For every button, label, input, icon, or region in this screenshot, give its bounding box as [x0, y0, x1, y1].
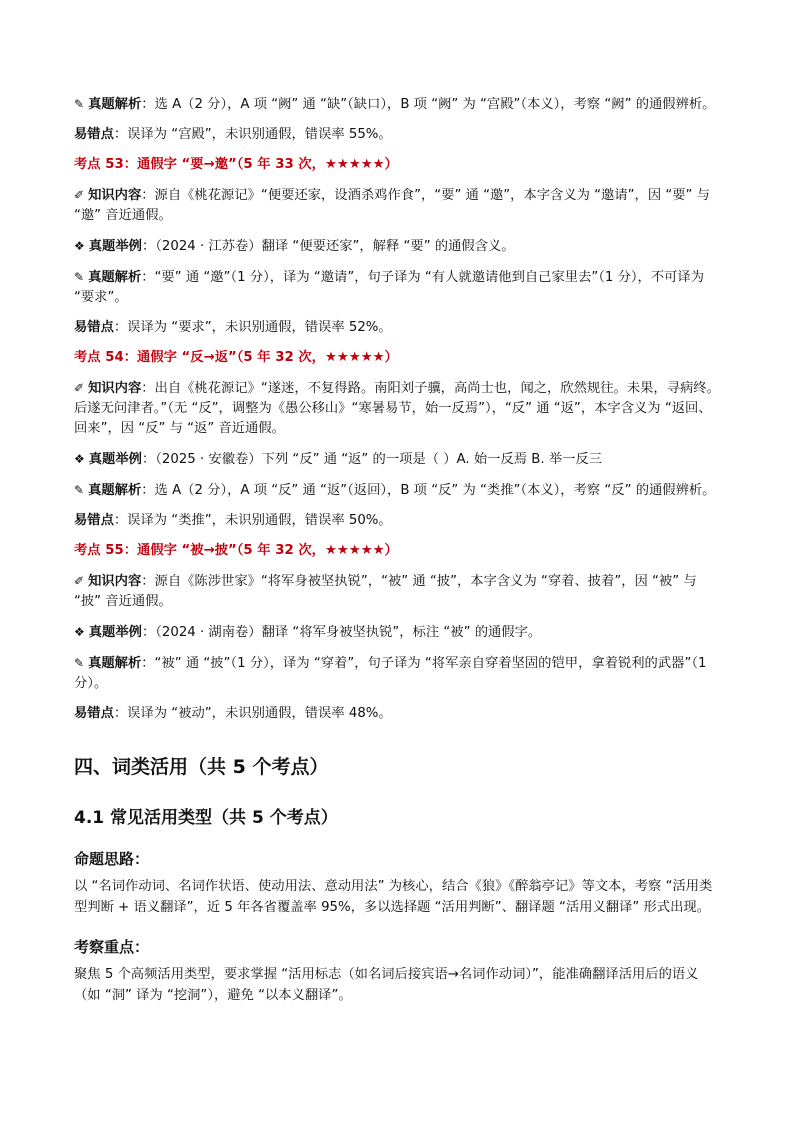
approach-text: 以 “名词作动词、名词作状语、使动用法、意动用法” 为核心，结合《狼》《醉翁亭记》等文本，考察 “活用类型判断 + 语义翻译”，近 5 年各省覆盖率 95%，多以选择题 “活用判断”、翻译题 “活用义翻译” 形式出现。: [74, 879, 713, 915]
topic-blocks: [74, 94, 722, 724]
pen-icon: ✐: [74, 381, 85, 395]
paragraph-label: 真题解析: [88, 270, 142, 285]
diamond-bullet-icon: ❖: [74, 239, 85, 253]
diamond-bullet-icon: ❖: [74, 625, 85, 639]
paragraph: [74, 236, 722, 257]
approach-heading: 命题思路：: [74, 850, 150, 868]
paragraph-label: 易错点: [74, 706, 114, 721]
topic-title: 考点 55：通假字 “被→披”（5 年 32 次，★★★★★）: [74, 543, 398, 558]
paragraph: [74, 571, 722, 612]
paragraph-text: ：（2025 · 安徽卷）下列 “反” 通 “返” 的一项是（ ）A. 始一反焉 B. 举一反三: [141, 452, 603, 467]
pencil-icon: ✎: [74, 483, 85, 497]
pen-icon: ✐: [74, 574, 85, 588]
paragraph-text: ：选 A（2 分），A 项 “反” 通 “返”（返回），B 项 “反” 为 “类推”（本义），考察 “反” 的通假辨析。: [141, 483, 716, 498]
paragraph-label: 易错点: [74, 127, 114, 142]
paragraph: [74, 511, 722, 531]
paragraph-label: 易错点: [74, 320, 114, 335]
paragraph-label: 知识内容: [88, 381, 142, 396]
paragraph-text: ：选 A（2 分），A 项 “阙” 通 “缺”（缺口），B 项 “阙” 为 “宫殿”（本义），考察 “阙” 的通假辨析。: [141, 97, 716, 112]
paragraph-label: 真题解析: [88, 656, 142, 671]
paragraph-label: 易错点: [74, 513, 114, 528]
paragraph-label: 知识内容: [88, 188, 142, 203]
paragraph: [74, 653, 722, 694]
paragraph: [74, 125, 722, 145]
paragraph-label: 真题举例: [88, 239, 142, 254]
paragraph-text: ：（2024 · 湖南卷）翻译 “将军身被坚执锐”，标注 “被” 的通假字。: [141, 625, 542, 640]
paragraph-label: 真题解析: [88, 97, 142, 112]
paragraph-text: ：误译为 “类推”，未识别通假，错误率 50%。: [113, 513, 392, 528]
paragraph: [74, 449, 722, 470]
paragraph-label: 真题解析: [88, 483, 142, 498]
paragraph-text: ：误译为 “被动”，未识别通假，错误率 48%。: [113, 706, 392, 721]
paragraph-text: ：出自《桃花源记》“遂迷，不复得路。南阳刘子骥，高尚士也，闻之，欣然规往。未果，寻病终。后遂无问津者。”（无 “反”，调整为《愚公移山》“寒暑易节，始一反焉”），“反” 通 “返”，本字含义为 “返回、回来”，因 “反” 与 “返” 音近通假。: [74, 381, 720, 436]
topic-title: 考点 54：通假字 “反→返”（5 年 32 次，★★★★★）: [74, 350, 398, 365]
paragraph: [74, 704, 722, 724]
paragraph: [74, 622, 722, 643]
topic-title: 考点 53：通假字 “要→邀”（5 年 33 次，★★★★★）: [74, 157, 398, 172]
paragraph: [74, 378, 722, 439]
paragraph-label: 知识内容: [88, 574, 142, 589]
subsection-heading: 4.1 常见活用类型（共 5 个考点）: [74, 808, 338, 828]
pencil-icon: ✎: [74, 656, 85, 670]
paragraph-text: ：（2024 · 江苏卷）翻译 “便要还家”，解释 “要” 的通假含义。: [141, 239, 515, 254]
focus-heading: 考察重点：: [74, 938, 150, 956]
paragraph-text: ：误译为 “要求”，未识别通假，错误率 52%。: [113, 320, 392, 335]
paragraph-text: ：源自《桃花源记》“便要还家，设酒杀鸡作食”，“要” 通 “邀”，本字含义为 “邀请”，因 “要” 与 “邀” 音近通假。: [74, 188, 710, 223]
pencil-icon: ✎: [74, 270, 85, 284]
diamond-bullet-icon: ❖: [74, 452, 85, 466]
paragraph-label: 真题举例: [88, 452, 142, 467]
paragraph-text: ：“要” 通 “邀”（1 分），译为 “邀请”，句子译为 “有人就邀请他到自己家里去”（1 分），不可译为 “要求”。: [74, 270, 705, 305]
paragraph: [74, 480, 722, 501]
paragraph-label: 真题举例: [88, 625, 142, 640]
pencil-icon: ✎: [74, 97, 85, 111]
paragraph: [74, 318, 722, 338]
focus-text: 聚焦 5 个高频活用类型，要求掌握 “活用标志（如名词后接宾语→名词作动词）”，能准确翻译活用后的语义（如 “洞” 译为 “挖洞”），避免 “以本义翻译”。: [74, 967, 699, 1003]
paragraph: [74, 94, 722, 115]
paragraph-text: ：误译为 “宫殿”，未识别通假，错误率 55%。: [113, 127, 392, 142]
pen-icon: ✐: [74, 188, 85, 202]
paragraph: [74, 267, 722, 308]
paragraph-text: ：源自《陈涉世家》“将军身被坚执锐”，“被” 通 “披”，本字含义为 “穿着、披着”，因 “被” 与 “披” 音近通假。: [74, 574, 697, 609]
section-heading: 四、词类活用（共 5 个考点）: [74, 756, 329, 778]
paragraph-text: ：“被” 通 “披”（1 分），译为 “穿着”，句子译为 “将军亲自穿着坚固的铠甲，拿着锐利的武器”（1 分）。: [74, 656, 707, 691]
paragraph: [74, 185, 722, 226]
